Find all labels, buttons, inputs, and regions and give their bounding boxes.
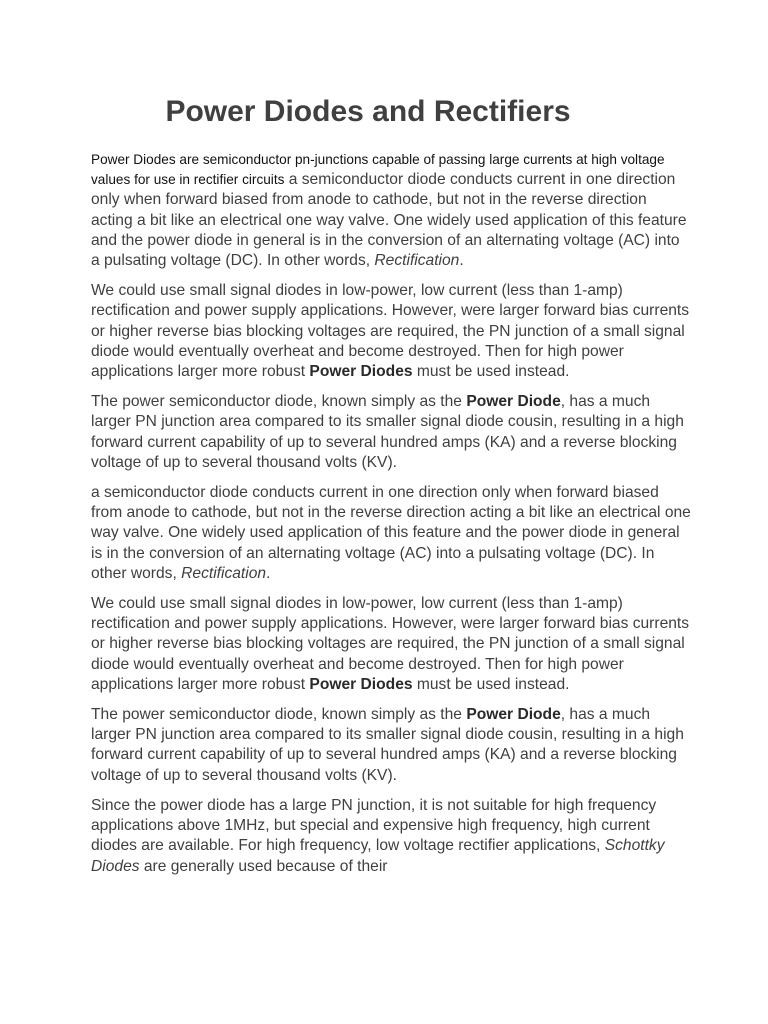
paragraph-5-end: must be used instead. (412, 675, 570, 693)
paragraph-1-text: a semiconductor diode conducts current in one direction only when forward biased from anode to cathode, but not in the reverse direction acting a bit like an electrical one way valve. One widely used application of this feature and the power diode in general is in the conversion of an alternating voltage (AC) into a pulsating voltage (DC). In other words, (91, 171, 687, 270)
paragraph-1-end: . (459, 252, 464, 270)
paragraph-6 (91, 705, 691, 786)
paragraph-1-lead: Power Diodes are semiconductor pn-junctions capable of passing large currents at high voltage values for use in rectifier circuits (91, 152, 665, 188)
paragraph-6-text: The power semiconductor diode, known simply as the (91, 706, 467, 724)
paragraph-1-emphasis: Rectification (374, 252, 460, 270)
paragraph-7 (91, 796, 691, 877)
paragraph-4-emphasis: Rectification (181, 564, 267, 582)
paragraph-4-end: . (266, 564, 271, 582)
paragraph-2 (91, 281, 691, 382)
paragraph-7-end: are generally used because of their (139, 857, 388, 875)
paragraph-4-text: a semiconductor diode conducts current in one direction only when forward biased from anode to cathode, but not in the reverse direction acting a bit like an electrical one way valve. One widely used application of this feature and the power diode in general is in the conversion of an alternating voltage (AC) into a pulsating voltage (DC). In other words, (91, 484, 691, 582)
paragraph-5 (91, 594, 691, 695)
paragraph-3-end: , has a much larger PN junction area compared to its smaller signal diode cousin, resulting in a high forward current capability of up to several hundred amps (KA) and a reverse blocking voltage of up to several thousand volts (KV). (91, 393, 684, 471)
paragraph-3-bold: Power Diode (466, 393, 561, 411)
page-title: Power Diodes and Rectifiers (165, 95, 571, 128)
paragraph-2-bold: Power Diodes (309, 363, 413, 381)
paragraph-2-end: must be used instead. (412, 363, 570, 381)
paragraph-1 (91, 150, 691, 271)
paragraph-5-bold: Power Diodes (309, 675, 413, 693)
paragraph-6-bold: Power Diode (466, 706, 561, 724)
paragraph-7-text: Since the power diode has a large PN junction, it is not suitable for high frequency applications above 1MHz, but special and expensive high frequency, high current diodes are available. For high frequency, low voltage rectifier applications, (91, 796, 657, 855)
paragraph-4 (91, 483, 691, 584)
paragraph-2-text: We could use small signal diodes in low-power, low current (less than 1-amp) rectification and power supply applications. However, were larger forward bias currents or higher reverse bias blocking voltages are required, the PN junction of a small signal diode would eventually overheat and become destroyed. Then for high power applications larger more robust (91, 282, 690, 381)
paragraph-7-emphasis: Schottky Diodes (91, 837, 665, 875)
document-body (91, 150, 691, 887)
paragraph-3-text: The power semiconductor diode, known simply as the (91, 393, 467, 411)
paragraph-3 (91, 392, 691, 473)
paragraph-6-end: , has a much larger PN junction area compared to its smaller signal diode cousin, resulting in a high forward current capability of up to several hundred amps (KA) and a reverse blocking voltage of up to several thousand volts (KV). (91, 706, 684, 784)
paragraph-5-text: We could use small signal diodes in low-power, low current (less than 1-amp) rectification and power supply applications. However, were larger forward bias currents or higher reverse bias blocking voltages are required, the PN junction of a small signal diode would eventually overheat and become destroyed. Then for high power applications larger more robust (91, 595, 690, 693)
